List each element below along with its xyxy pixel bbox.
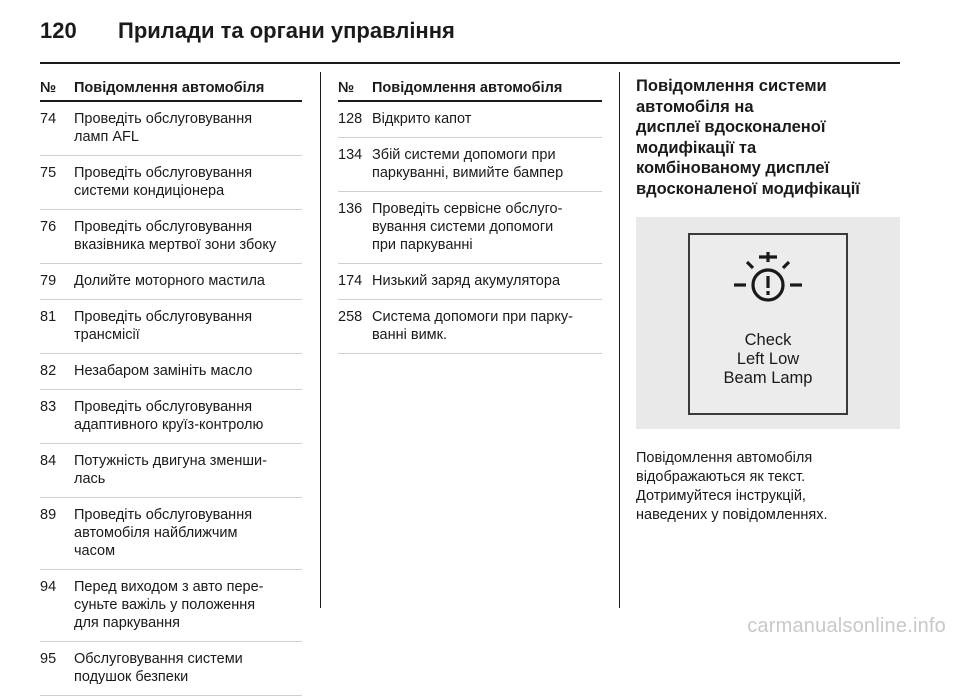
display-line: Beam Lamp <box>723 369 813 387</box>
message-text: Долийте моторного мастила <box>74 273 265 289</box>
message-text: Збій системи допомоги при паркуванні, вимийте бампер <box>372 147 564 181</box>
page-header <box>40 18 455 48</box>
watermark: carmanualsonline.info <box>747 615 946 637</box>
section-caption: Повідомлення автомобіля відображаються як текст. Дотримуйтеся інструкцій, наведених у повідомленнях. <box>636 450 828 523</box>
message-text: Незабаром замініть масло <box>74 363 253 379</box>
table-row <box>40 354 302 390</box>
table-row <box>40 642 302 696</box>
message-text: Проведіть обслуговування автомобіля найближчим часом <box>74 507 253 559</box>
table-row <box>40 444 302 498</box>
table-row <box>40 210 302 264</box>
message-number: 74 <box>40 111 57 127</box>
table-row <box>40 264 302 300</box>
message-text: Проведіть обслуговування вказівника мертвої зони збоку <box>74 219 277 253</box>
message-number: 81 <box>40 309 57 325</box>
message-number: 174 <box>338 273 363 289</box>
message-number: 83 <box>40 399 57 415</box>
message-number: 82 <box>40 363 57 379</box>
message-number: 75 <box>40 165 57 181</box>
table-row <box>338 138 602 192</box>
display-screen <box>688 233 848 415</box>
column-header-number: № <box>40 80 57 96</box>
message-text: Потужність двигуна зменши‐ лась <box>74 453 267 487</box>
table-row <box>40 570 302 642</box>
message-text: Низький заряд акумулятора <box>372 273 561 289</box>
message-number: 134 <box>338 147 363 163</box>
message-number: 94 <box>40 579 57 595</box>
message-number: 84 <box>40 453 57 469</box>
section-heading: Повідомлення системи автомобіля на дисплеї вдосконаленої модифікації та комбінованому дисплеї вдосконаленої модифікації <box>636 77 860 198</box>
column-divider <box>320 72 321 608</box>
message-text: Проведіть обслуговування системи кондиціонера <box>74 165 253 199</box>
table-row <box>40 300 302 354</box>
message-text: Відкрито капот <box>372 111 472 127</box>
column-header-message: Повідомлення автомобіля <box>74 80 265 96</box>
message-number: 76 <box>40 219 57 235</box>
table-row <box>338 300 602 354</box>
message-number: 128 <box>338 111 363 127</box>
column-header-message: Повідомлення автомобіля <box>372 80 563 96</box>
message-text: Обслуговування системи подушок безпеки <box>74 651 243 685</box>
page-number: 120 <box>40 18 77 43</box>
message-number: 258 <box>338 309 363 325</box>
message-number: 79 <box>40 273 57 289</box>
message-table-right <box>338 72 602 354</box>
message-number: 89 <box>40 507 57 523</box>
message-text: Проведіть обслуговування трансмісії <box>74 309 253 343</box>
display-message <box>690 331 846 388</box>
display-illustration <box>636 217 900 429</box>
message-text: Проведіть обслуговування адаптивного круїз-контролю <box>74 399 264 433</box>
table-row <box>40 156 302 210</box>
message-text: Перед виходом з авто пере‐ суньте важіль у положення для паркування <box>74 579 264 631</box>
message-text: Система допомоги при парку‐ ванні вимк. <box>372 309 573 343</box>
page-title: Прилади та органи управління <box>118 18 455 43</box>
message-text: Проведіть обслуговування ламп AFL <box>74 111 253 145</box>
table-row <box>40 390 302 444</box>
lamp-warning-icon <box>728 249 808 319</box>
column-header-number: № <box>338 80 355 96</box>
table-row <box>40 498 302 570</box>
display-line: Check <box>744 331 792 349</box>
section-vehicle-messages <box>636 72 902 525</box>
column-divider <box>619 72 620 608</box>
table-row <box>40 102 302 156</box>
display-line: Left Low <box>736 350 800 368</box>
table-row <box>338 192 602 264</box>
message-text: Проведіть сервісне обслуго‐ вування системи допомоги при паркуванні <box>372 201 563 253</box>
table-header <box>338 72 602 102</box>
table-row <box>338 264 602 300</box>
table-header <box>40 72 302 102</box>
message-number: 136 <box>338 201 363 217</box>
message-number: 95 <box>40 651 57 667</box>
table-row <box>338 102 602 138</box>
header-rule <box>40 62 900 64</box>
message-table-left <box>40 72 302 696</box>
